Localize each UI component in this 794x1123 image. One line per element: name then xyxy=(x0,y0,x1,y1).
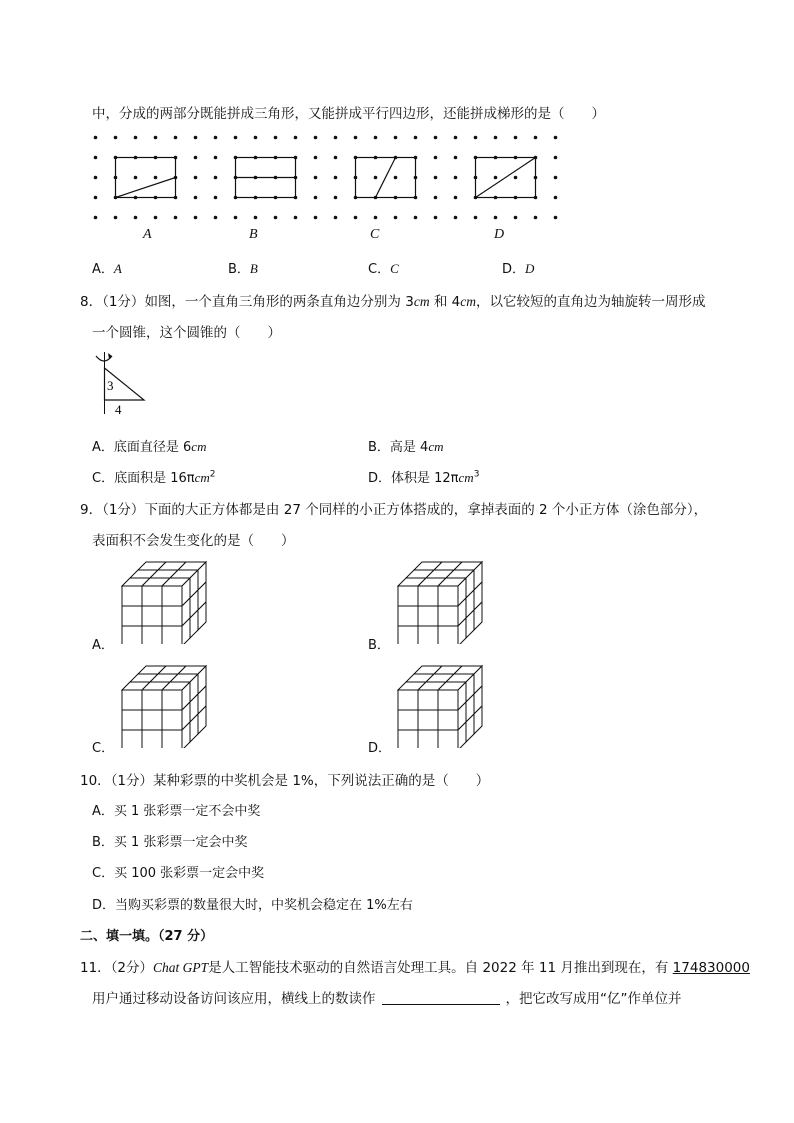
underlined-number: 174830000 xyxy=(672,960,750,976)
grid-dot xyxy=(434,196,438,200)
front-face-cell xyxy=(438,730,458,748)
grid-dot xyxy=(174,216,178,220)
front-face-cell xyxy=(122,710,142,730)
grid-dot xyxy=(134,176,138,180)
q8-number: 8． xyxy=(80,294,103,310)
grid-dot xyxy=(454,156,458,160)
q9-option-d[interactable]: D． xyxy=(368,741,392,756)
q11-stem-line2: 用户通过移动设备访问该应用，横线上的数读作 ，把它改写成用“亿”作单位并 xyxy=(92,991,682,1007)
grid-dot xyxy=(454,136,458,140)
front-face-cell xyxy=(162,586,182,606)
grid-dot xyxy=(314,176,318,180)
grid-dot xyxy=(474,216,478,220)
front-face-cell xyxy=(162,710,182,730)
q8-stem-line2: 一个圆锥，这个圆锥的（ ） xyxy=(92,325,281,341)
q9-cube-b xyxy=(396,560,486,644)
q8-score: （1分） xyxy=(102,294,145,310)
q9-option-b[interactable]: B． xyxy=(368,638,390,653)
grid-dot xyxy=(454,216,458,220)
front-face-cell xyxy=(438,710,458,730)
grid-dot xyxy=(174,136,178,140)
front-face-cell xyxy=(418,730,438,748)
grid-dot xyxy=(194,216,198,220)
front-face-cell xyxy=(162,690,182,710)
front-face-cell xyxy=(122,606,142,626)
grid-dot xyxy=(274,136,278,140)
front-face-cell xyxy=(398,626,418,644)
grid-dot xyxy=(474,136,478,140)
front-face-cell xyxy=(438,626,458,644)
grid-dot xyxy=(554,136,558,140)
grid-dot xyxy=(494,136,498,140)
grid-dot xyxy=(494,216,498,220)
front-face-cell xyxy=(142,710,162,730)
front-face-cell xyxy=(438,690,458,710)
q9-option-c[interactable]: C． xyxy=(92,741,115,756)
q10-option-d[interactable]: D．当购买彩票的数量很大时，中奖机会稳定在 1%左右 xyxy=(92,898,413,913)
figure-b-rectangle xyxy=(236,158,296,198)
q10-option-b[interactable]: B．买 1 张彩票一定会中奖 xyxy=(92,835,248,850)
grid-dot xyxy=(554,156,558,160)
grid-dot xyxy=(134,136,138,140)
grid-dot xyxy=(94,156,98,160)
grid-dot xyxy=(334,216,338,220)
front-face-cell xyxy=(398,586,418,606)
grid-dot xyxy=(434,176,438,180)
front-face-cell xyxy=(398,606,418,626)
q10-option-c[interactable]: C．买 100 张彩票一定会中奖 xyxy=(92,866,265,881)
grid-dot xyxy=(154,176,158,180)
grid-dot xyxy=(454,176,458,180)
q10-stem: 10．（1分）某种彩票的中奖机会是 1%，下列说法正确的是（ ） xyxy=(80,773,490,789)
figure-a-rectangle xyxy=(116,158,176,198)
q7-stem-line: 中，分成的两部分既能拼成三角形，又能拼成平行四边形，还能拼成梯形的是（ ） xyxy=(92,106,605,122)
grid-dot xyxy=(434,216,438,220)
grid-dot xyxy=(134,216,138,220)
front-face-cell xyxy=(142,690,162,710)
q9-cube-a xyxy=(120,560,210,644)
grid-dot xyxy=(254,136,258,140)
q7-option-b[interactable]: B．B xyxy=(228,261,258,277)
base-label: 4 xyxy=(115,402,122,417)
q7-option-d[interactable]: D．D xyxy=(502,261,535,277)
figure-label-c: C xyxy=(370,227,380,242)
answer-blank[interactable] xyxy=(382,992,500,1005)
q8-option-b[interactable]: B．高是 4cm xyxy=(368,439,444,455)
grid-dot xyxy=(94,216,98,220)
q8-stem-line1: 8．（1分）如图，一个直角三角形的两条直角边分别为 3cm 和 4cm，以它较短的直角边为轴旋转一周形成 xyxy=(80,294,706,310)
figure-d-rectangle xyxy=(476,158,536,198)
grid-dot xyxy=(114,216,118,220)
q8-triangle-figure xyxy=(88,348,158,418)
grid-dot xyxy=(114,136,118,140)
grid-dot xyxy=(194,136,198,140)
front-face-cell xyxy=(122,626,142,644)
front-face-cell xyxy=(438,606,458,626)
grid-dot xyxy=(194,196,198,200)
front-face-cell xyxy=(418,710,438,730)
q10-option-a[interactable]: A．买 1 张彩票一定不会中奖 xyxy=(92,804,261,819)
grid-dot xyxy=(154,216,158,220)
grid-dot xyxy=(314,196,318,200)
grid-dot xyxy=(274,216,278,220)
figure-label-b: B xyxy=(249,227,258,242)
q7-option-a[interactable]: A．A xyxy=(92,261,122,277)
front-face-cell xyxy=(418,586,438,606)
grid-dot xyxy=(414,216,418,220)
grid-dot xyxy=(534,216,538,220)
grid-dot xyxy=(294,216,298,220)
q9-cube-d xyxy=(396,664,486,748)
grid-dot xyxy=(394,176,398,180)
front-face-cell xyxy=(142,626,162,644)
grid-dot xyxy=(234,216,238,220)
q8-option-c[interactable]: C．底面积是 16πcm$^2$ xyxy=(92,469,216,486)
section-heading: 二、填一填。（27 分） xyxy=(80,929,214,944)
grid-dot xyxy=(214,156,218,160)
grid-dot xyxy=(334,136,338,140)
grid-dot xyxy=(514,176,518,180)
figure-label-a: A xyxy=(143,227,152,242)
front-face-cell xyxy=(162,626,182,644)
grid-dot xyxy=(94,136,98,140)
grid-dot xyxy=(554,176,558,180)
grid-dot xyxy=(194,176,198,180)
front-face-cell xyxy=(122,730,142,748)
grid-dot xyxy=(214,176,218,180)
front-face-cell xyxy=(162,606,182,626)
grid-dot xyxy=(314,136,318,140)
side-label: 3 xyxy=(107,378,114,393)
grid-dot xyxy=(214,136,218,140)
grid-dot xyxy=(194,156,198,160)
grid-dot xyxy=(434,156,438,160)
grid-dot xyxy=(334,196,338,200)
grid-dot xyxy=(154,136,158,140)
grid-dot xyxy=(294,136,298,140)
grid-dot xyxy=(314,156,318,160)
front-face-cell xyxy=(122,586,142,606)
q8-option-d[interactable]: D．体积是 12πcm$^3$ xyxy=(368,469,480,486)
front-face-cell xyxy=(418,626,438,644)
grid-dot xyxy=(254,216,258,220)
grid-dot xyxy=(534,136,538,140)
front-face-cell xyxy=(418,690,438,710)
q7-option-c[interactable]: C．C xyxy=(368,261,399,277)
grid-dot xyxy=(374,136,378,140)
grid-dot xyxy=(334,156,338,160)
q11-stem-line1: 11．（2分）Chat GPT是人工智能技术驱动的自然语言处理工具。自 2022 年 11 月推出到现在，有 174830000 xyxy=(80,960,750,976)
grid-dot xyxy=(554,216,558,220)
q9-cube-c xyxy=(120,664,210,748)
grid-dot xyxy=(494,176,498,180)
front-face-cell xyxy=(398,730,418,748)
grid-dot xyxy=(94,196,98,200)
q9-stem-line2: 表面积不会发生变化的是（ ） xyxy=(92,533,295,549)
grid-dot xyxy=(394,216,398,220)
front-face-cell xyxy=(398,690,418,710)
front-face-cell xyxy=(142,606,162,626)
front-face-cell xyxy=(142,730,162,748)
front-face-cell xyxy=(122,690,142,710)
grid-dot xyxy=(314,216,318,220)
grid-dot xyxy=(354,216,358,220)
front-face-cell xyxy=(418,606,438,626)
q9-stem-line1: 9．（1分）下面的大正方体都是由 27 个同样的小正方体搭成的，拿掉表面的 2 个小正方体（涂色部分）， xyxy=(80,502,708,518)
front-face-cell xyxy=(142,586,162,606)
grid-dot xyxy=(374,176,378,180)
dot-grid xyxy=(94,136,558,220)
grid-dot xyxy=(434,136,438,140)
front-face-cell xyxy=(398,710,418,730)
figure-c-rectangle xyxy=(356,158,416,198)
figure-label-d: D xyxy=(494,227,505,242)
grid-dot xyxy=(514,136,518,140)
q9-option-a[interactable]: A． xyxy=(92,638,114,653)
grid-dot xyxy=(454,196,458,200)
grid-dot xyxy=(354,136,358,140)
grid-dot xyxy=(214,196,218,200)
grid-dot xyxy=(234,136,238,140)
grid-dot xyxy=(394,136,398,140)
grid-dot xyxy=(214,216,218,220)
grid-dot xyxy=(554,196,558,200)
grid-dot xyxy=(334,176,338,180)
grid-dot xyxy=(514,216,518,220)
front-face-cell xyxy=(162,730,182,748)
grid-dot xyxy=(374,216,378,220)
q8-option-a[interactable]: A．底面直径是 6cm xyxy=(92,439,207,455)
front-face-cell xyxy=(438,586,458,606)
grid-dot xyxy=(94,176,98,180)
grid-dot xyxy=(414,136,418,140)
